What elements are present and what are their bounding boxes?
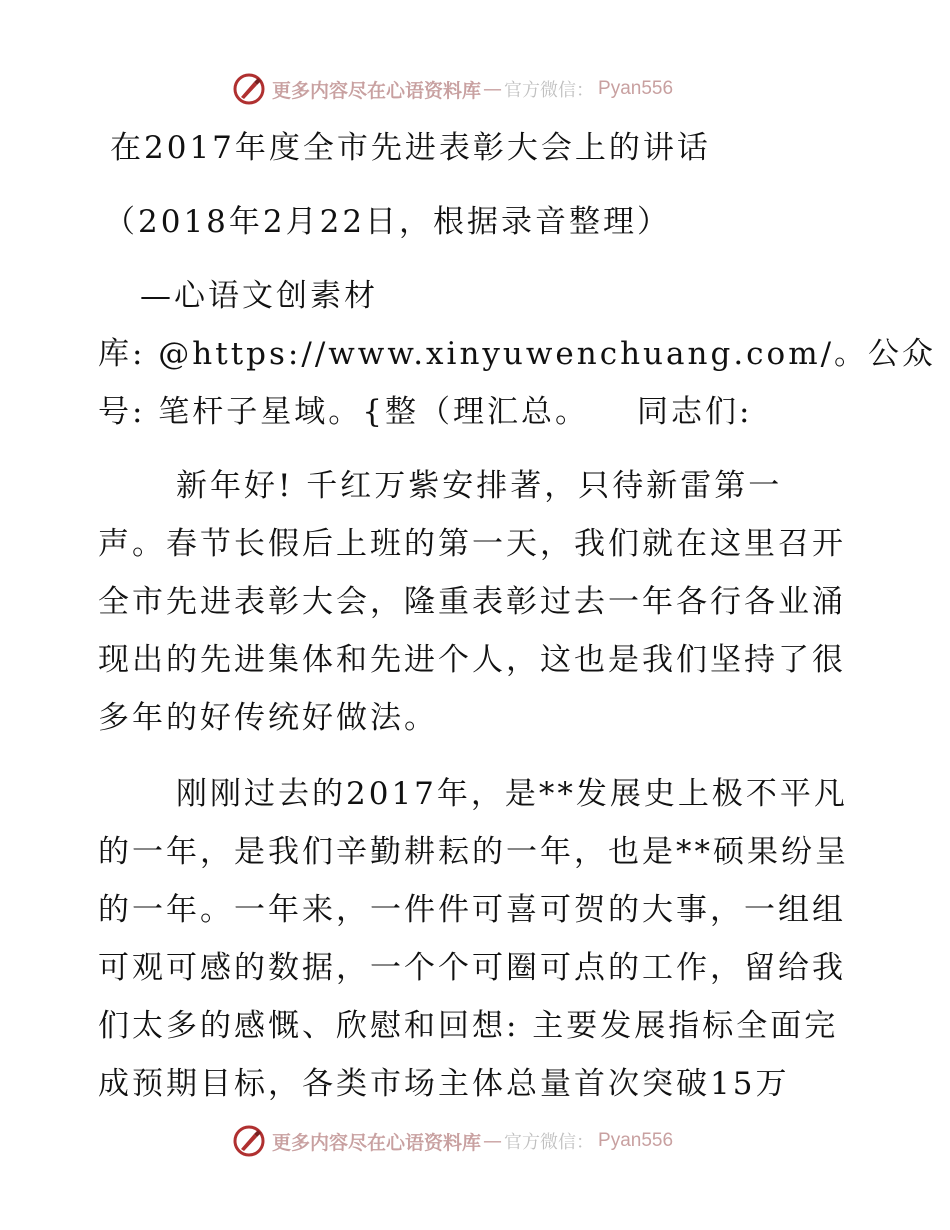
watermark-official: 官方微信： [504,1132,595,1153]
paragraph2-line-4: 可观可感的数据，一个个可圈可点的工作，留给我 [98,950,846,986]
watermark-brand: 更多内容尽在心语资料库 [272,79,482,102]
source-line-2: 库: @https://www.xinyuwenchuang.com/。公众 [98,336,937,372]
paragraph2-line-1: 刚刚过去的2017年，是**发展史上极不平凡 [176,776,848,812]
paragraph1-line-3: 全市先进表彰大会，隆重表彰过去一年各行各业涌 [98,584,846,620]
paragraph2-line-5: 们太多的感慨、欣慰和回想: 主要发展指标全面完 [98,1008,839,1044]
fountain-pen-logo-icon [232,72,266,106]
fountain-pen-logo-icon [232,1124,266,1158]
paragraph2-line-6: 成预期目标，各类市场主体总量首次突破15万 [98,1066,790,1102]
watermark-separator: — [483,1130,503,1152]
paragraph1-line-1: 新年好! 千红万紫安排著，只待新雷第一 [176,468,783,504]
document-title: 在2017年度全市先进表彰大会上的讲话 [110,130,711,166]
paragraph2-line-3: 的一年。一年来，一件件可喜可贺的大事，一组组 [98,892,846,928]
watermark-account: Pyan556 [598,1130,674,1151]
source-line-3 [98,392,858,432]
watermark-account: Pyan556 [598,78,674,99]
source-line-1: —心语文创素材 [140,278,378,314]
paragraph1-line-4: 现出的先进集体和先进个人，这也是我们坚持了很 [98,642,846,678]
document-subtitle: （2018年2月22日，根据录音整理） [104,204,672,240]
header-watermark [232,72,712,106]
greeting: 同志们: [637,394,753,430]
watermark-official: 官方微信： [504,80,595,101]
watermark-brand: 更多内容尽在心语资料库 [272,1131,482,1154]
source-line-3-text: 号: 笔杆子星域。{整（理汇总。 [98,394,590,430]
watermark-separator: — [483,78,503,100]
paragraph1-line-5: 多年的好传统好做法。 [98,700,438,736]
paragraph2-line-2: 的一年，是我们辛勤耕耘的一年，也是**硕果纷呈 [98,834,849,870]
footer-watermark [232,1124,712,1158]
paragraph1-line-2: 声。春节长假后上班的第一天，我们就在这里召开 [98,526,846,562]
